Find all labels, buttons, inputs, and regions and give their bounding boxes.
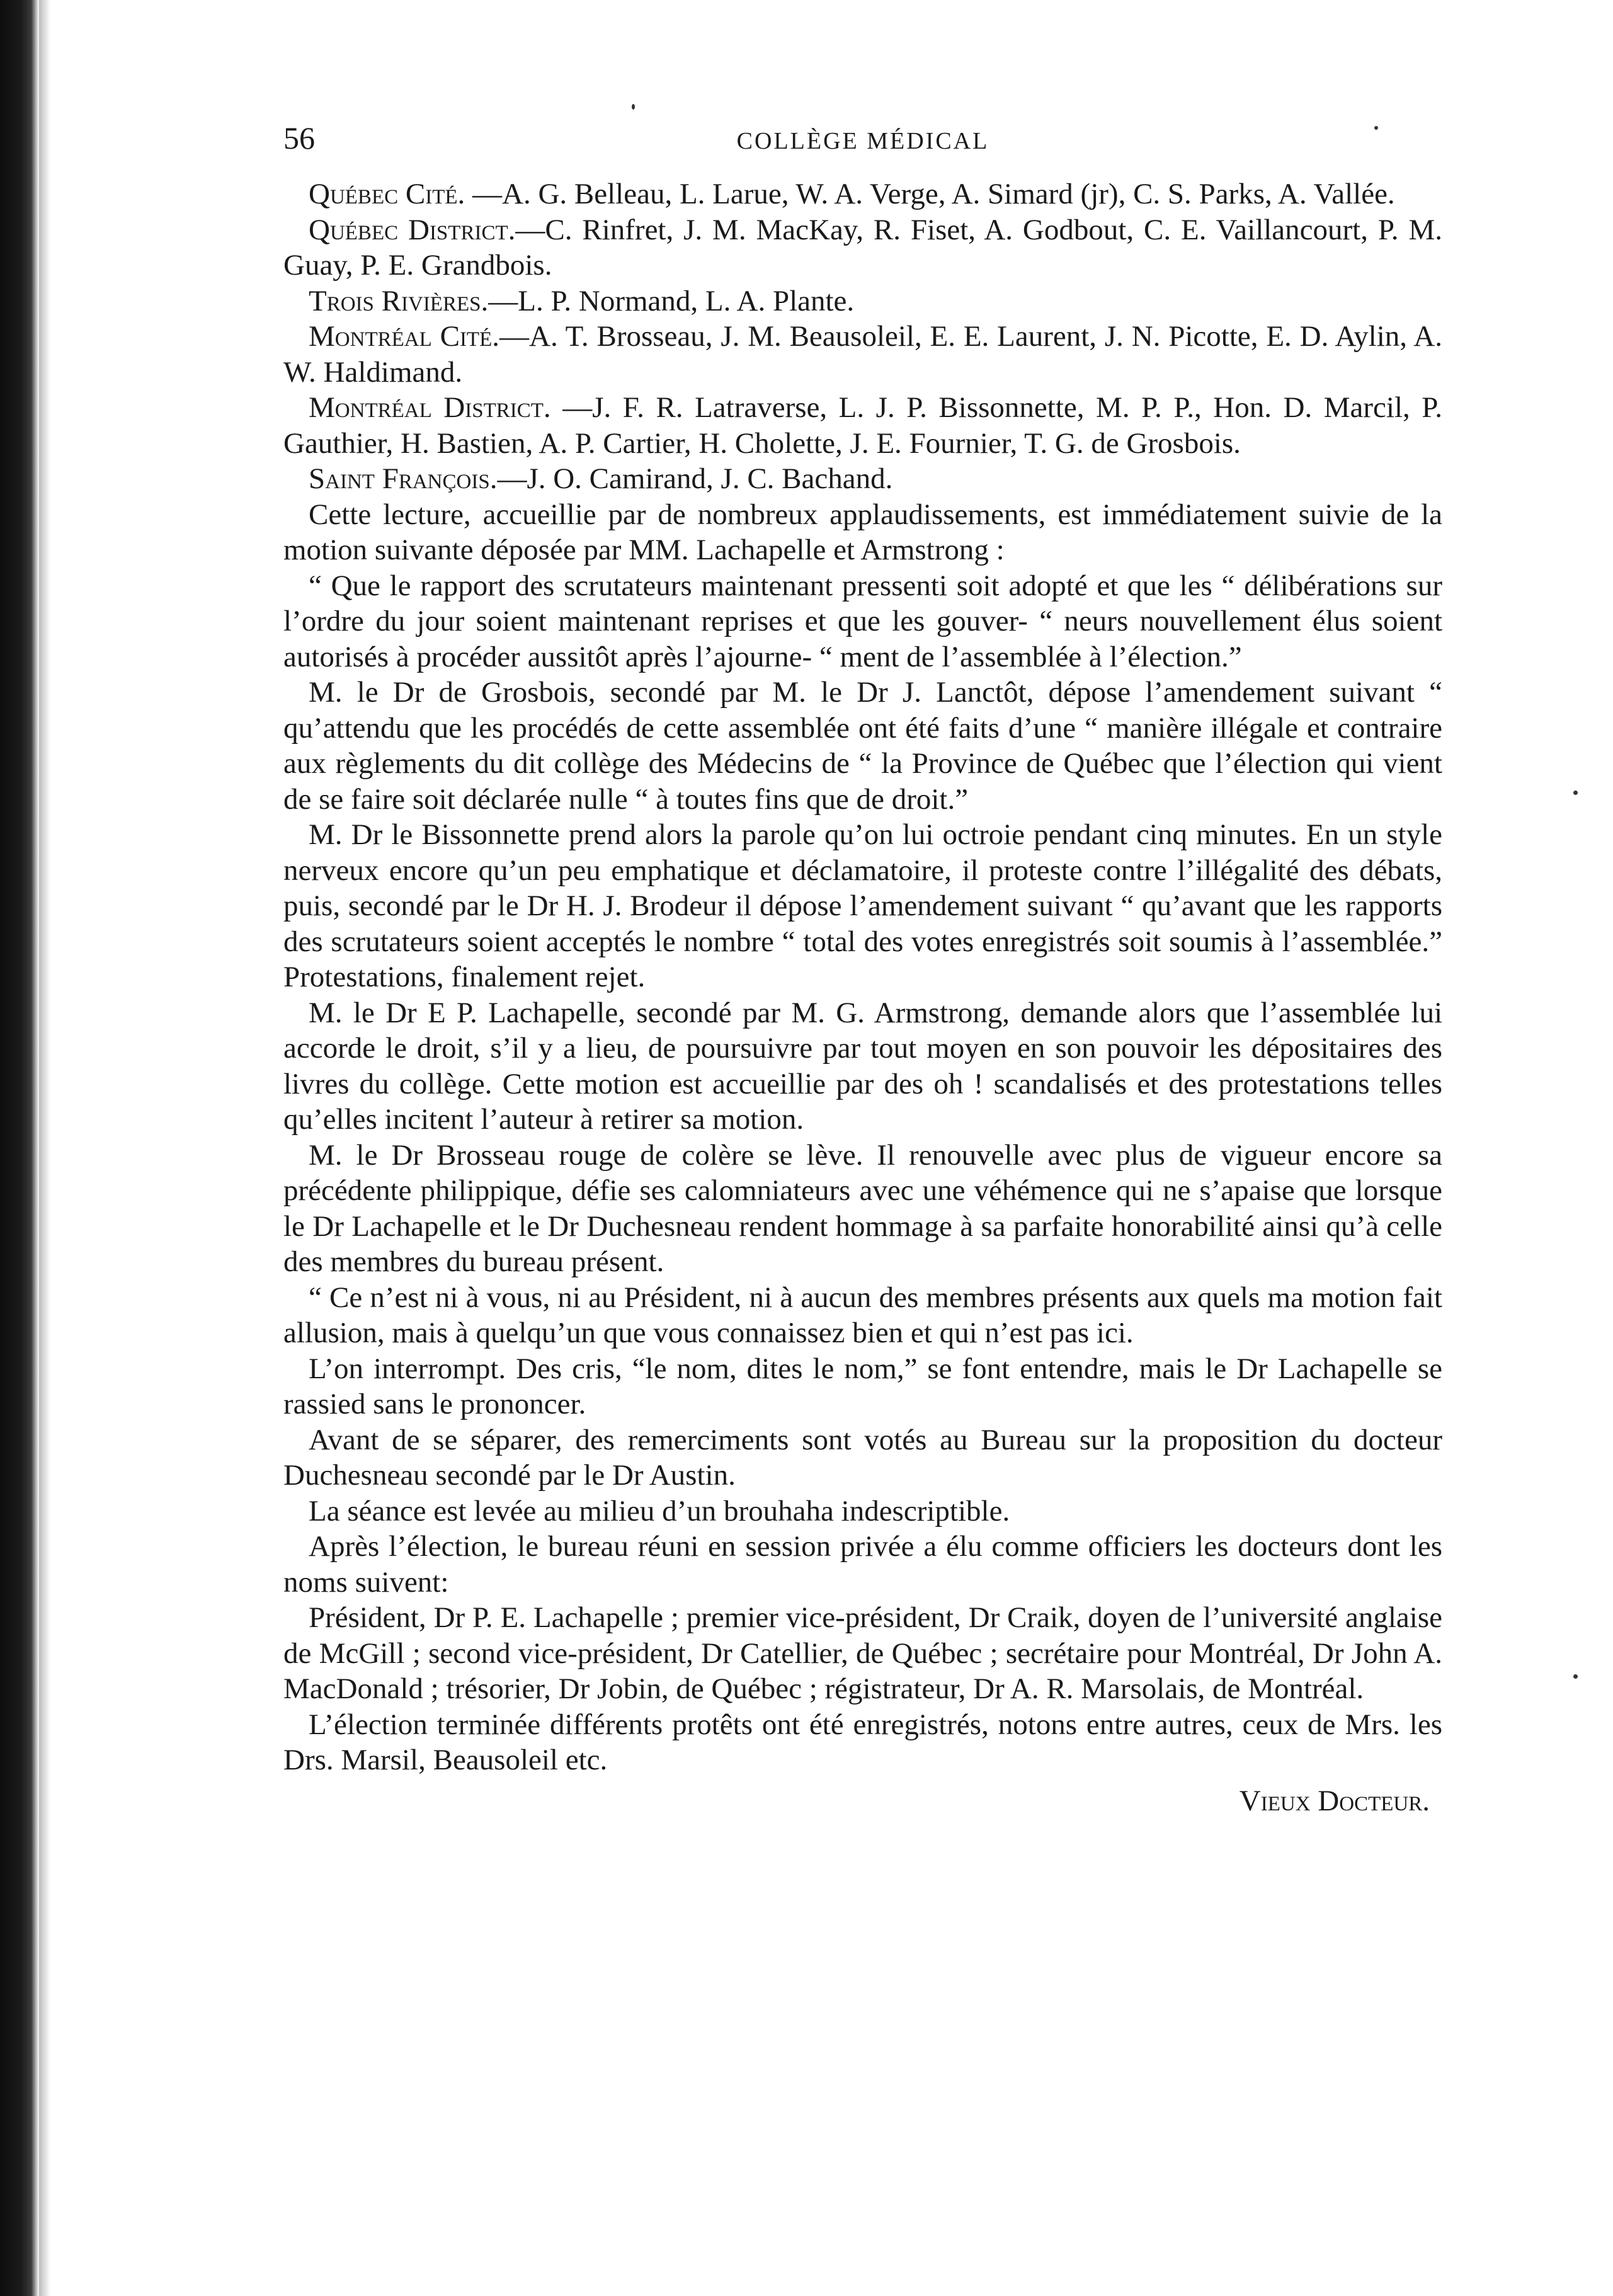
page-number: 56: [283, 120, 315, 156]
paragraph-brosseau-reply: M. le Dr Brosseau rouge de colère se lève. Il renouvelle avec plus de vigueur encore sa précédente philippique, défie ses calomniateurs avec une véhémence qui ne s’apaise que lorsque le Dr Lachapelle et le Dr Duchesneau rendent hommage à sa parfaite honorabilité ainsi qu’à celle des membres du bureau présent.: [283, 1138, 1442, 1278]
page-body: [283, 176, 1442, 1819]
paragraph-reading-reception: Cette lecture, accueillie par de nombreux applaudissements, est immédiatement suivie de la motion suivante déposée par MM. Lachapelle et Armstrong :: [283, 498, 1442, 566]
paragraph-bissonnette-speech: M. Dr le Bissonnette prend alors la parole qu’on lui octroie pendant cinq minutes. En un style nerveux encore qu’un peu emphatique et déclamatoire, il proteste contre l’illégalité des débats, puis, secondé par le Dr H. J. Brodeur il dépose l’amendement suivant “ qu’avant que les rapports des scrutateurs soient acceptés le nombre “ total des votes enregistrés soit soumis à l’assemblée.” Protestations, finalement rejet.: [283, 818, 1442, 993]
paragraph-protests: L’élection terminée différents protêts ont été enregistrés, notons entre autres, ceux de Mrs. les Drs. Marsil, Beausoleil etc.: [283, 1708, 1442, 1776]
district-entry-montreal-district: [283, 390, 1442, 461]
scan-edge-shadow: [39, 0, 50, 2296]
scan-binding-edge: [0, 0, 39, 2296]
district-name: Montréal Cité.: [309, 320, 499, 353]
quoted-brosseau: “ Ce n’est ni à vous, ni au Président, ni à aucun des membres présents aux quels ma motion fait allusion, mais à quelqu’un que vous connaissez bien et qui n’est pas ici.: [283, 1281, 1442, 1349]
district-members: —A. T. Brosseau, J. M. Beausoleil, E. E. Laurent, J. N. Picotte, E. D. Aylin, A. W. Haldimand.: [283, 320, 1442, 389]
paragraph-lachapelle-motion: M. le Dr E P. Lachapelle, secondé par M. G. Armstrong, demande alors que l’assemblée lui accorde le droit, s’il y a lieu, de poursuivre par tout moyen en son pouvoir les dépositaires des livres du collège. Cette motion est accueillie par des oh ! scandalisés et des protestations telles qu’elles incitent l’auteur à retirer sa motion.: [283, 996, 1442, 1136]
scan-speck: [632, 104, 635, 110]
scan-speck: [1573, 1674, 1578, 1679]
district-members: —L. P. Normand, L. A. Plante.: [488, 284, 855, 317]
paragraph-interruption: L’on interrompt. Des cris, “le nom, dites le nom,” se font entendre, mais le Dr Lachapelle se rassied sans le prononcer.: [283, 1352, 1442, 1420]
district-entry-saint-francois: [283, 461, 1442, 497]
district-name: Québec District.: [309, 213, 516, 246]
district-entry-montreal-cite: [283, 319, 1442, 390]
district-members: —A. G. Belleau, L. Larue, W. A. Verge, A. Simard (jr), C. S. Parks, A. Vallée.: [465, 178, 1395, 210]
paragraph-grosbois-amendment: M. le Dr de Grosbois, secondé par M. le Dr J. Lanctôt, dépose l’amendement suivant “ qu’attendu que les procédés de cette assemblée ont été faits d’une “ manière illégale et contraire aux règlements du dit collège des Médecins de “ la Province de Québec que l’élection qui vient de se faire soit déclarée nulle “ à toutes fins que de droit.”: [283, 676, 1442, 816]
district-members: —J. O. Camirand, J. C. Bachand.: [497, 462, 893, 495]
district-members: —J. F. R. Latraverse, L. J. P. Bissonnette, M. P. P., Hon. D. Marcil, P. Gauthier, H. Bastien, A. P. Cartier, H. Cholette, J. E. Fournier, T. G. de Grosbois.: [283, 391, 1442, 460]
author-signature: Vieux Docteur.: [1239, 1784, 1430, 1817]
running-head: [283, 120, 1442, 176]
district-entry-trois-rivieres: [283, 283, 1442, 319]
district-entry-quebec-district: [283, 212, 1442, 283]
paragraph-thanks-vote: Avant de se séparer, des remerciments sont votés au Bureau sur la proposition du docteur Duchesneau secondé par le Dr Austin.: [283, 1423, 1442, 1492]
scan-speck: [1573, 791, 1578, 795]
scan-speck: [1374, 126, 1378, 130]
quoted-motion: “ Que le rapport des scrutateurs maintenant pressenti soit adopté et que les “ délibérations sur l’ordre du jour soient maintenant reprises et que les gouver- “ neurs nouvellement élus soient autorisés à procéder aussitôt après l’ajourne- “ ment de l’assemblée à l’élection.”: [283, 569, 1442, 673]
district-name: Montréal District.: [309, 391, 551, 424]
paragraph-officers-intro: Après l’élection, le bureau réuni en session privée a élu comme officiers les docteurs dont les noms suivent:: [283, 1530, 1442, 1599]
district-entry-quebec-cite: [283, 176, 1442, 212]
book-page: [283, 120, 1442, 1819]
paragraph-officers-list: Président, Dr P. E. Lachapelle ; premier vice-président, Dr Craik, doyen de l’université anglaise de McGill ; second vice-président, Dr Catellier, de Québec ; secrétaire pour Montréal, Dr John A. MacDonald ; trésorier, Dr Jobin, de Québec ; régistrateur, Dr A. R. Marsolais, de Montréal.: [283, 1601, 1442, 1705]
district-members: —C. Rinfret, J. M. MacKay, R. Fiset, A. Godbout, C. E. Vaillancourt, P. M. Guay, P. E. Grandbois.: [283, 213, 1442, 282]
district-name: Trois Rivières.: [309, 284, 489, 317]
district-name: Saint François.: [309, 462, 498, 495]
running-title: COLLÈGE MÉDICAL: [736, 128, 989, 154]
paragraph-session-end: La séance est levée au milieu d’un brouhaha indescriptible.: [309, 1494, 1010, 1528]
district-name: Québec Cité.: [309, 178, 465, 210]
